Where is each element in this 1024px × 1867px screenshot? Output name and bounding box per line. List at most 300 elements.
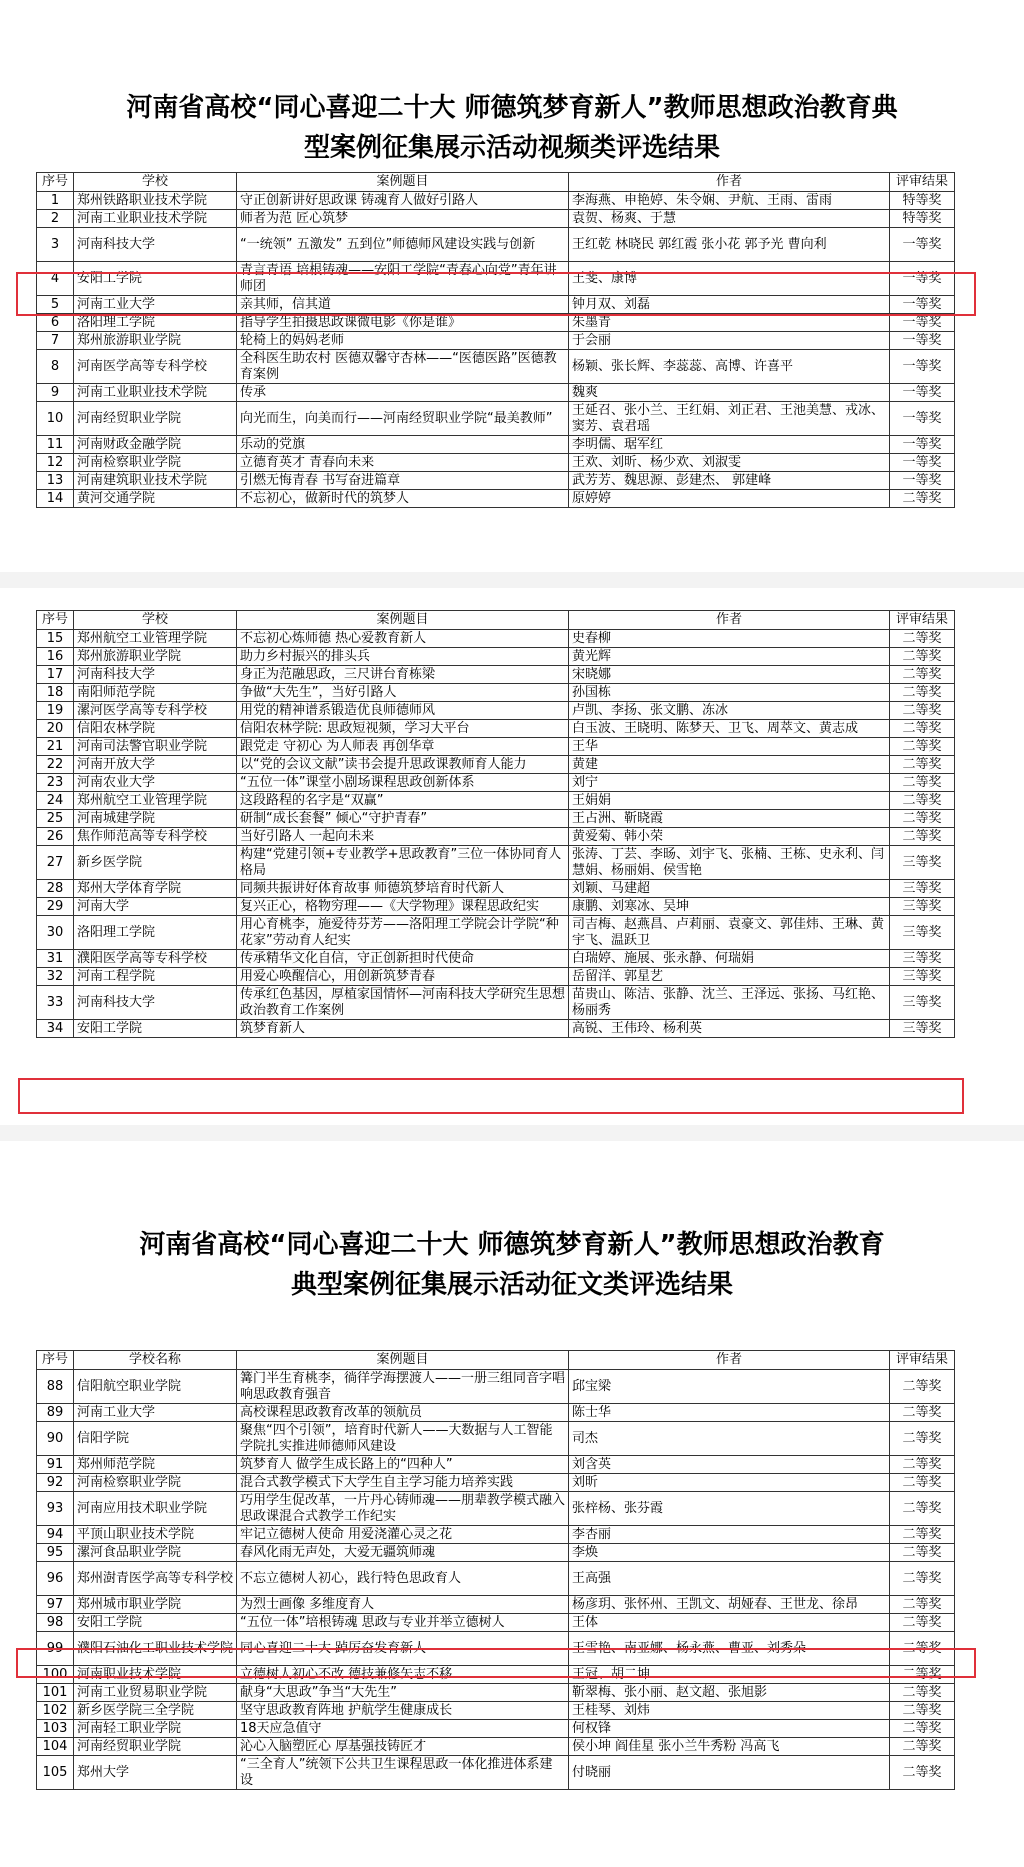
- school-name: 郑州航空工业管理学院: [74, 630, 237, 648]
- table-row: [37, 792, 955, 810]
- essay-results-title: [0, 1225, 1024, 1305]
- title-line: 河南省高校“同心喜迎二十大 师德筑梦育新人”教师思想政治教育: [139, 1230, 885, 1260]
- table-row: [37, 384, 955, 402]
- case-title: 传承: [237, 384, 569, 402]
- school-name: 信阳农林学院: [74, 720, 237, 738]
- row-number: 92: [37, 1474, 74, 1492]
- award-result: 二等奖: [890, 1666, 955, 1684]
- award-result: 一等奖: [890, 314, 955, 332]
- school-name: 河南司法警官职业学院: [74, 738, 237, 756]
- column-header: 序号: [37, 611, 74, 630]
- school-name: 河南应用技术职业学院: [74, 1492, 237, 1526]
- table-row: [37, 1456, 955, 1474]
- case-title: 跟党走 守初心 为人师表 再创华章: [237, 738, 569, 756]
- case-title: 青言青语 培根铸魂——安阳工学院“青春心向党”青年讲师团: [237, 262, 569, 296]
- table-row: [37, 210, 955, 228]
- row-number: 105: [37, 1756, 74, 1790]
- school-name: 洛阳理工学院: [74, 916, 237, 950]
- case-title: 不忘初心，做新时代的筑梦人: [237, 490, 569, 508]
- authors: 钟月双、刘磊: [569, 296, 890, 314]
- award-result: 二等奖: [890, 1614, 955, 1632]
- award-result: 二等奖: [890, 1474, 955, 1492]
- award-result: 二等奖: [890, 1456, 955, 1474]
- authors: 司吉梅、赵燕昌、卢莉丽、袁豪文、郭佳炜、王琳、黄宇飞、温跃卫: [569, 916, 890, 950]
- award-result: 三等奖: [890, 950, 955, 968]
- authors: 张梓杨、张芬霞: [569, 1492, 890, 1526]
- award-result: 二等奖: [890, 490, 955, 508]
- school-name: 安阳工学院: [74, 1020, 237, 1038]
- column-header: 评审结果: [890, 1351, 955, 1370]
- column-header: 学校名称: [74, 1351, 237, 1370]
- row-number: 89: [37, 1404, 74, 1422]
- authors: 侯小坤 阎佳星 张小兰牛秀粉 冯高飞: [569, 1738, 890, 1756]
- case-title: 信阳农林学院: 思政短视频，学习大平台: [237, 720, 569, 738]
- school-name: 河南科技大学: [74, 986, 237, 1020]
- school-name: 漯河医学高等专科学校: [74, 702, 237, 720]
- authors: 孙国栋: [569, 684, 890, 702]
- case-title: 争做“大先生”，当好引路人: [237, 684, 569, 702]
- school-name: 河南科技大学: [74, 666, 237, 684]
- case-title: 轮椅上的妈妈老师: [237, 332, 569, 350]
- award-result: 一等奖: [890, 350, 955, 384]
- case-title: 守正创新讲好思政课 铸魂育人做好引路人: [237, 192, 569, 210]
- school-name: 河南工业职业技术学院: [74, 384, 237, 402]
- school-name: 安阳工学院: [74, 262, 237, 296]
- table-row: [37, 1544, 955, 1562]
- school-name: 河南经贸职业学院: [74, 402, 237, 436]
- school-name: 河南工业大学: [74, 296, 237, 314]
- award-result: 二等奖: [890, 720, 955, 738]
- row-number: 91: [37, 1456, 74, 1474]
- table-row: [37, 1684, 955, 1702]
- row-number: 6: [37, 314, 74, 332]
- school-name: 河南大学: [74, 898, 237, 916]
- award-result: 二等奖: [890, 1738, 955, 1756]
- case-title: 传承红色基因，厚植家国情怀—河南科技大学研究生思想政治教育工作案例: [237, 986, 569, 1020]
- case-title: 同频共振讲好体育故事 师德筑梦培育时代新人: [237, 880, 569, 898]
- column-header: 学校: [74, 611, 237, 630]
- award-result: 二等奖: [890, 684, 955, 702]
- case-title: 乐动的党旗: [237, 436, 569, 454]
- table-row: [37, 1526, 955, 1544]
- authors: 李明儒、琚军红: [569, 436, 890, 454]
- award-result: 三等奖: [890, 986, 955, 1020]
- school-name: 南阳师范学院: [74, 684, 237, 702]
- school-name: 郑州旅游职业学院: [74, 332, 237, 350]
- award-result: 二等奖: [890, 666, 955, 684]
- authors: 黄建: [569, 756, 890, 774]
- school-name: 郑州澍青医学高等专科学校: [74, 1562, 237, 1596]
- authors: 史春柳: [569, 630, 890, 648]
- authors: 王欢、刘昕、杨少欢、刘淑雯: [569, 454, 890, 472]
- authors: 黄光辉: [569, 648, 890, 666]
- row-number: 30: [37, 916, 74, 950]
- award-result: 二等奖: [890, 630, 955, 648]
- table-row: [37, 454, 955, 472]
- table-row: [37, 1756, 955, 1790]
- table-row: [37, 350, 955, 384]
- column-header: 案例题目: [237, 611, 569, 630]
- authors: 王雪艳、南亚娜、杨永燕、曹亚、刘秀朵: [569, 1632, 890, 1666]
- case-title: 向光而生，向美而行——河南经贸职业学院“最美教师”: [237, 402, 569, 436]
- authors: 杨彦玥、张怀州、王凯文、胡娅春、王世龙、徐昂: [569, 1596, 890, 1614]
- authors: 李焕: [569, 1544, 890, 1562]
- table-row: [37, 828, 955, 846]
- case-title: 指导学生拍摄思政课微电影《你是谁》: [237, 314, 569, 332]
- award-result: 一等奖: [890, 436, 955, 454]
- row-number: 7: [37, 332, 74, 350]
- case-title: 18天应急值守: [237, 1720, 569, 1738]
- case-title: 春风化雨无声处，大爱无疆筑师魂: [237, 1544, 569, 1562]
- school-name: 河南农业大学: [74, 774, 237, 792]
- authors: 刘含英: [569, 1456, 890, 1474]
- table-row: [37, 774, 955, 792]
- table-row: [37, 950, 955, 968]
- table-row: [37, 436, 955, 454]
- row-number: 11: [37, 436, 74, 454]
- row-number: 9: [37, 384, 74, 402]
- table-row: [37, 702, 955, 720]
- case-title: 不忘立德树人初心，践行特色思政育人: [237, 1562, 569, 1596]
- case-title: 篝门半生育桃李，徜徉学海摆渡人——一册三组同音字唱响思政教育强音: [237, 1370, 569, 1404]
- row-number: 21: [37, 738, 74, 756]
- school-name: 郑州大学体育学院: [74, 880, 237, 898]
- row-number: 95: [37, 1544, 74, 1562]
- case-title: 牢记立德树人使命 用爱浇灌心灵之花: [237, 1526, 569, 1544]
- award-result: 三等奖: [890, 1020, 955, 1038]
- row-number: 10: [37, 402, 74, 436]
- school-name: 漯河食品职业学院: [74, 1544, 237, 1562]
- award-result: 二等奖: [890, 1702, 955, 1720]
- row-number: 34: [37, 1020, 74, 1038]
- authors: 王冠、胡二坤: [569, 1666, 890, 1684]
- authors: 岳留洋、郭星艺: [569, 968, 890, 986]
- table-row: [37, 986, 955, 1020]
- row-number: 88: [37, 1370, 74, 1404]
- row-number: 20: [37, 720, 74, 738]
- award-result: 二等奖: [890, 1544, 955, 1562]
- row-number: 93: [37, 1492, 74, 1526]
- school-name: 洛阳理工学院: [74, 314, 237, 332]
- table-row: [37, 314, 955, 332]
- row-number: 5: [37, 296, 74, 314]
- award-result: 一等奖: [890, 262, 955, 296]
- award-result: 二等奖: [890, 1684, 955, 1702]
- school-name: 河南工业贸易职业学院: [74, 1684, 237, 1702]
- table-row: [37, 192, 955, 210]
- authors: 王占洲、靳晓霞: [569, 810, 890, 828]
- award-result: 二等奖: [890, 756, 955, 774]
- award-result: 一等奖: [890, 296, 955, 314]
- award-result: 二等奖: [890, 828, 955, 846]
- award-result: 三等奖: [890, 846, 955, 880]
- column-header: 作者: [569, 611, 890, 630]
- case-title: 传承精华文化自信，守正创新担时代使命: [237, 950, 569, 968]
- award-result: 三等奖: [890, 916, 955, 950]
- school-name: 濮阳石油化工职业技术学院: [74, 1632, 237, 1666]
- authors: 苗贵山、陈洁、张静、沈兰、王泽远、张扬、马红艳、杨丽秀: [569, 986, 890, 1020]
- authors: 宋晓娜: [569, 666, 890, 684]
- table-row: [37, 1614, 955, 1632]
- case-title: 助力乡村振兴的排头兵: [237, 648, 569, 666]
- school-name: 黄河交通学院: [74, 490, 237, 508]
- authors: 王桂琴、刘炜: [569, 1702, 890, 1720]
- table-row: [37, 1702, 955, 1720]
- school-name: 濮阳医学高等专科学校: [74, 950, 237, 968]
- row-number: 15: [37, 630, 74, 648]
- award-result: 特等奖: [890, 192, 955, 210]
- authors: 何权锋: [569, 1720, 890, 1738]
- table-row: [37, 1474, 955, 1492]
- row-number: 23: [37, 774, 74, 792]
- case-title: 这段路程的名字是“双赢”: [237, 792, 569, 810]
- table-row: [37, 402, 955, 436]
- award-result: 二等奖: [890, 1632, 955, 1666]
- row-number: 14: [37, 490, 74, 508]
- authors: 王斐、康博: [569, 262, 890, 296]
- table-row: [37, 666, 955, 684]
- table-row: [37, 810, 955, 828]
- award-result: 一等奖: [890, 472, 955, 490]
- row-number: 18: [37, 684, 74, 702]
- award-result: 二等奖: [890, 702, 955, 720]
- row-number: 2: [37, 210, 74, 228]
- authors: 魏爽: [569, 384, 890, 402]
- essay-results-table: [36, 1350, 955, 1790]
- award-result: 三等奖: [890, 898, 955, 916]
- authors: 刘宁: [569, 774, 890, 792]
- authors: 王娟娟: [569, 792, 890, 810]
- case-title: 用心育桃李，施爱待芬芳——洛阳理工学院会计学院“种花家”劳动育人纪实: [237, 916, 569, 950]
- case-title: 身正为范融思政，三尺讲台育栋梁: [237, 666, 569, 684]
- row-number: 26: [37, 828, 74, 846]
- school-name: 河南检察职业学院: [74, 454, 237, 472]
- case-title: 全科医生助农村 医德双馨守杏林——“医德医路”医德教育案例: [237, 350, 569, 384]
- row-number: 31: [37, 950, 74, 968]
- case-title: 混合式教学模式下大学生自主学习能力培养实践: [237, 1474, 569, 1492]
- column-header: 序号: [37, 173, 74, 192]
- highlight-box-row-34: [18, 1078, 964, 1114]
- row-number: 104: [37, 1738, 74, 1756]
- case-title: 立德育英才 青春向未来: [237, 454, 569, 472]
- case-title: 坚守思政教育阵地 护航学生健康成长: [237, 1702, 569, 1720]
- school-name: 信阳学院: [74, 1422, 237, 1456]
- table-row: [37, 1738, 955, 1756]
- title-line: 河南省高校“同心喜迎二十大 师德筑梦育新人”教师思想政治教育典: [126, 93, 898, 123]
- authors: 王红乾 林晓民 郭红霞 张小花 郭予光 曹向利: [569, 228, 890, 262]
- page-gap: [0, 572, 1024, 588]
- column-header: 案例题目: [237, 1351, 569, 1370]
- award-result: 二等奖: [890, 1562, 955, 1596]
- table-row: [37, 880, 955, 898]
- row-number: 24: [37, 792, 74, 810]
- school-name: 河南工程学院: [74, 968, 237, 986]
- row-number: 27: [37, 846, 74, 880]
- authors: 陈士华: [569, 1404, 890, 1422]
- award-result: 二等奖: [890, 792, 955, 810]
- row-number: 90: [37, 1422, 74, 1456]
- row-number: 1: [37, 192, 74, 210]
- school-name: 河南城建学院: [74, 810, 237, 828]
- case-title: 引燃无悔青春 书写奋进篇章: [237, 472, 569, 490]
- authors: 袁贺、杨爽、于慧: [569, 210, 890, 228]
- school-name: 河南财政金融学院: [74, 436, 237, 454]
- table-row: [37, 1404, 955, 1422]
- table-row: [37, 1422, 955, 1456]
- row-number: 98: [37, 1614, 74, 1632]
- row-number: 25: [37, 810, 74, 828]
- row-number: 103: [37, 1720, 74, 1738]
- school-name: 河南医学高等专科学校: [74, 350, 237, 384]
- column-header: 作者: [569, 173, 890, 192]
- table-row: [37, 1720, 955, 1738]
- case-title: 复兴正心，格物穷理——《大学物理》课程思政纪实: [237, 898, 569, 916]
- school-name: 信阳航空职业学院: [74, 1370, 237, 1404]
- table-row: [37, 1562, 955, 1596]
- authors: 司杰: [569, 1422, 890, 1456]
- award-result: 二等奖: [890, 1404, 955, 1422]
- award-result: 三等奖: [890, 968, 955, 986]
- authors: 李杏丽: [569, 1526, 890, 1544]
- school-name: 郑州大学: [74, 1756, 237, 1790]
- case-title: 同心喜迎二十大 踔厉奋发育新人: [237, 1632, 569, 1666]
- school-name: 河南经贸职业学院: [74, 1738, 237, 1756]
- authors: 王延召、张小兰、王红娟、刘正君、王池美慧、戎冰、窦芳、袁君瑶: [569, 402, 890, 436]
- school-name: 河南开放大学: [74, 756, 237, 774]
- video-results-table-part1: [36, 172, 955, 508]
- school-name: 河南建筑职业技术学院: [74, 472, 237, 490]
- table-row: [37, 228, 955, 262]
- case-title: 以“党的会议文献”读书会提升思政课教师育人能力: [237, 756, 569, 774]
- case-title: 构建“党建引领+专业教学+思政教育”三位一体协同育人格局: [237, 846, 569, 880]
- highlight-box-row-98: [16, 1648, 976, 1678]
- award-result: 二等奖: [890, 738, 955, 756]
- page-gap: [0, 1125, 1024, 1141]
- table-header-row: [37, 611, 955, 630]
- authors: 武芳芳、魏思源、彭建杰、 郭建峰: [569, 472, 890, 490]
- row-number: 22: [37, 756, 74, 774]
- row-number: 12: [37, 454, 74, 472]
- award-result: 二等奖: [890, 1526, 955, 1544]
- authors: 于会丽: [569, 332, 890, 350]
- authors: 白瑞婷、施展、张永静、何瑞娟: [569, 950, 890, 968]
- column-header: 评审结果: [890, 611, 955, 630]
- school-name: 安阳工学院: [74, 1614, 237, 1632]
- column-header: 序号: [37, 1351, 74, 1370]
- table-row: [37, 472, 955, 490]
- table-row: [37, 1020, 955, 1038]
- authors: 李海燕、申艳婷、朱令娴、尹航、王雨、雷雨: [569, 192, 890, 210]
- table-row: [37, 332, 955, 350]
- table-row: [37, 1370, 955, 1404]
- award-result: 一等奖: [890, 332, 955, 350]
- column-header: 学校: [74, 173, 237, 192]
- case-title: 亲其师，信其道: [237, 296, 569, 314]
- award-result: 二等奖: [890, 1422, 955, 1456]
- school-name: 新乡医学院: [74, 846, 237, 880]
- authors: 邱宝梁: [569, 1370, 890, 1404]
- award-result: 二等奖: [890, 810, 955, 828]
- row-number: 4: [37, 262, 74, 296]
- row-number: 97: [37, 1596, 74, 1614]
- school-name: 新乡医学院三全学院: [74, 1702, 237, 1720]
- table-row: [37, 756, 955, 774]
- highlight-box-row-4: [16, 272, 976, 316]
- table-row: [37, 898, 955, 916]
- school-name: 河南工业职业技术学院: [74, 210, 237, 228]
- award-result: 一等奖: [890, 228, 955, 262]
- award-result: 特等奖: [890, 210, 955, 228]
- authors: 王体: [569, 1614, 890, 1632]
- case-title: 当好引路人 一起向未来: [237, 828, 569, 846]
- award-result: 二等奖: [890, 1720, 955, 1738]
- school-name: 河南职业技术学院: [74, 1666, 237, 1684]
- school-name: 河南检察职业学院: [74, 1474, 237, 1492]
- row-number: 100: [37, 1666, 74, 1684]
- authors: 原婷婷: [569, 490, 890, 508]
- award-result: 一等奖: [890, 402, 955, 436]
- table-row: [37, 1492, 955, 1526]
- title-line: 型案例征集展示活动视频类评选结果: [303, 133, 720, 163]
- authors: 康鹏、刘寒冰、吴坤: [569, 898, 890, 916]
- column-header: 作者: [569, 1351, 890, 1370]
- authors: 张涛、丁芸、李旸、刘宇飞、张楠、王栋、史永利、闫慧娟、杨丽娟、侯雪艳: [569, 846, 890, 880]
- school-name: 郑州城市职业学院: [74, 1596, 237, 1614]
- case-title: 巧用学生促改革，一片丹心铸师魂——朋辈教学模式融入思政课混合式教学工作纪实: [237, 1492, 569, 1526]
- table-row: [37, 1596, 955, 1614]
- row-number: 8: [37, 350, 74, 384]
- school-name: 郑州旅游职业学院: [74, 648, 237, 666]
- case-title: 用爱心唤醒信心，用创新筑梦青春: [237, 968, 569, 986]
- school-name: 平顶山职业技术学院: [74, 1526, 237, 1544]
- case-title: 师者为范 匠心筑梦: [237, 210, 569, 228]
- award-result: 二等奖: [890, 1492, 955, 1526]
- column-header: 评审结果: [890, 173, 955, 192]
- table-row: [37, 846, 955, 880]
- table-header-row: [37, 1351, 955, 1370]
- case-title: “五位一体”培根铸魂 思政与专业并举立德树人: [237, 1614, 569, 1632]
- case-title: 高校课程思政教育改革的领航员: [237, 1404, 569, 1422]
- authors: 王华: [569, 738, 890, 756]
- authors: 朱墨青: [569, 314, 890, 332]
- case-title: “一统领” 五激发” 五到位”师德师风建设实践与创新: [237, 228, 569, 262]
- case-title: 为烈士画像 多维度育人: [237, 1596, 569, 1614]
- award-result: 一等奖: [890, 454, 955, 472]
- case-title: 研制“成长套餐” 倾心“守护青春”: [237, 810, 569, 828]
- case-title: “三全育人”统领下公共卫生课程思政一体化推进体系建设: [237, 1756, 569, 1790]
- award-result: 三等奖: [890, 880, 955, 898]
- case-title: 筑梦育新人: [237, 1020, 569, 1038]
- authors: 刘颖、马建超: [569, 880, 890, 898]
- row-number: 101: [37, 1684, 74, 1702]
- award-result: 二等奖: [890, 774, 955, 792]
- case-title: 不忘初心炼师德 热心爱教育新人: [237, 630, 569, 648]
- school-name: 郑州航空工业管理学院: [74, 792, 237, 810]
- authors: 付晓丽: [569, 1756, 890, 1790]
- row-number: 13: [37, 472, 74, 490]
- table-row: [37, 648, 955, 666]
- case-title: 筑梦育人 做学生成长路上的“四种人”: [237, 1456, 569, 1474]
- authors: 王高强: [569, 1562, 890, 1596]
- row-number: 99: [37, 1632, 74, 1666]
- video-results-title: [0, 88, 1024, 168]
- award-result: 二等奖: [890, 1370, 955, 1404]
- school-name: 郑州铁路职业技术学院: [74, 192, 237, 210]
- table-row: [37, 968, 955, 986]
- row-number: 19: [37, 702, 74, 720]
- authors: 白玉波、王晓明、陈梦天、卫飞、周萃文、黄志成: [569, 720, 890, 738]
- school-name: 河南轻工职业学院: [74, 1720, 237, 1738]
